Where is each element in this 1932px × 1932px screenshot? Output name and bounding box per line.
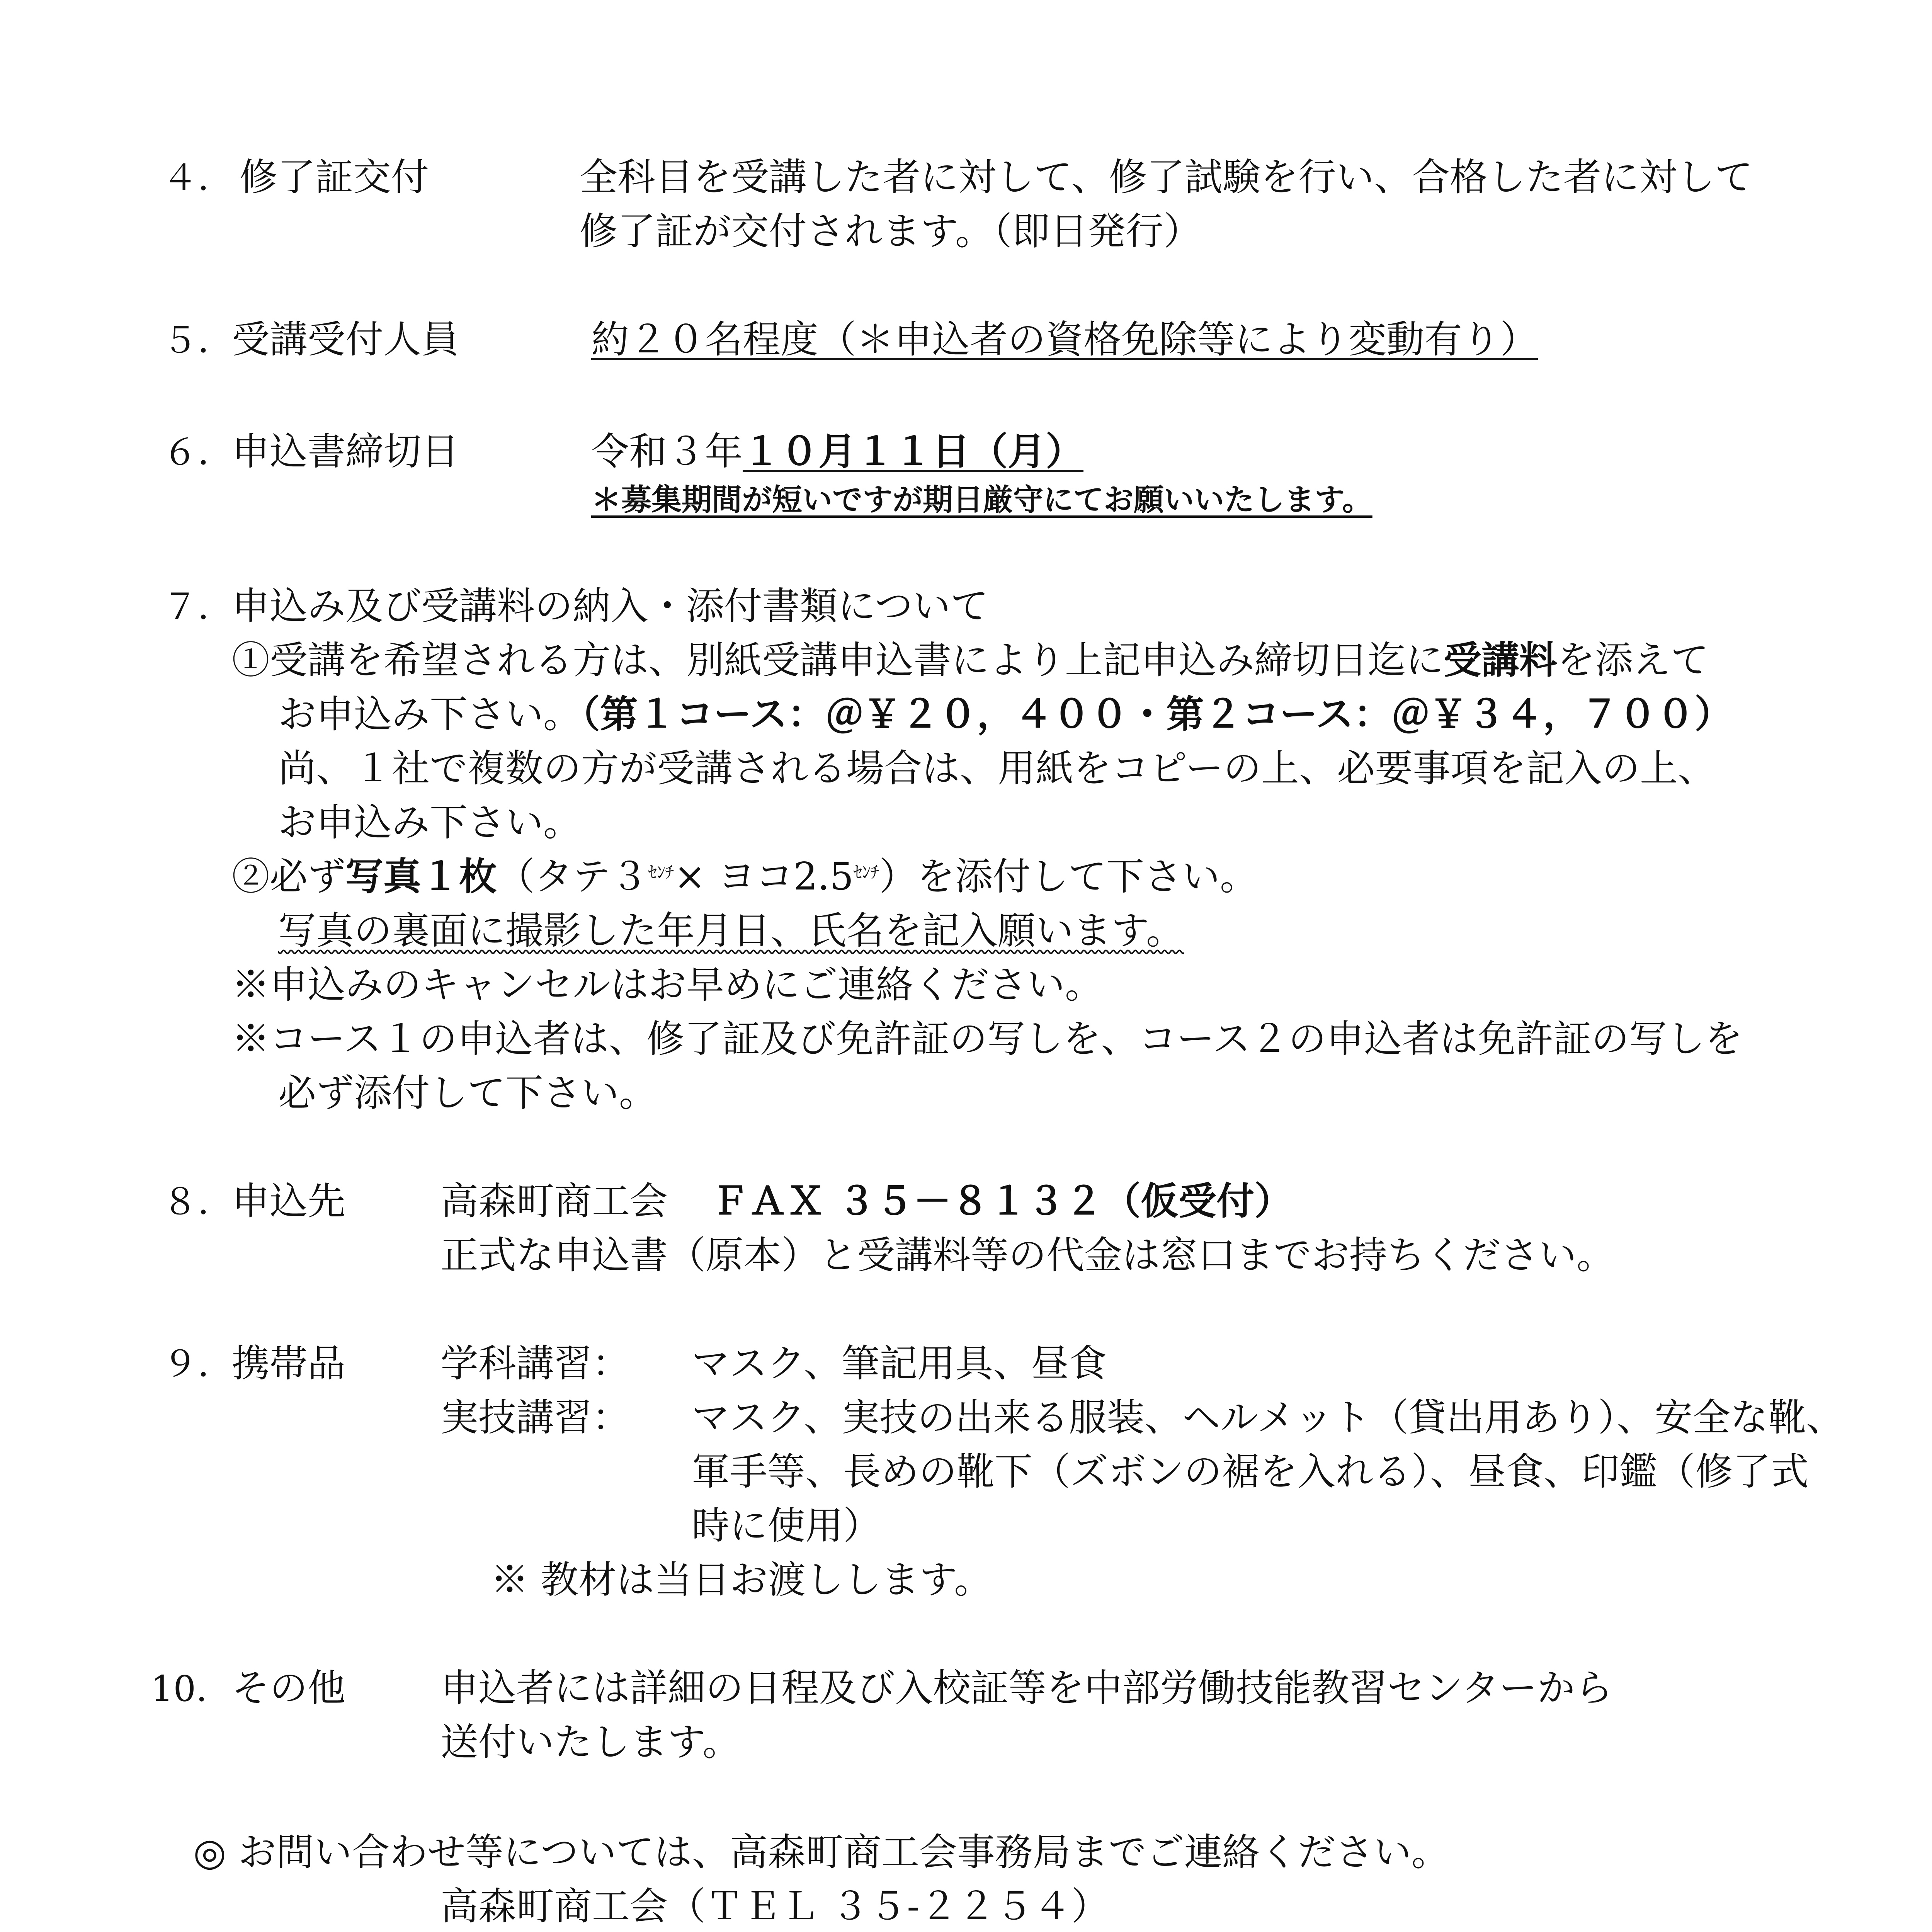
section-7-para1-line4: お申込み下さい。 [278, 801, 582, 845]
section-8-fax: ＦＡＸ ３５－８１３２（仮受付） [711, 1179, 1293, 1223]
section-9-heading: 携帯品 [232, 1342, 346, 1386]
section-8-heading: 申込先 [232, 1179, 346, 1223]
deadline-prefix: 令和３年 [591, 430, 743, 474]
section-4-heading: 修了証交付 [240, 155, 429, 199]
section-8-number: ８． [162, 1181, 234, 1223]
practical-label: 実技講習： [440, 1396, 630, 1440]
section-7-para1-line2 [278, 692, 1733, 736]
para2-photo: 写真１枚 [345, 854, 497, 899]
section-7-note1: ※申込みのキャンセルはお早めにご連絡ください。 [232, 963, 1103, 1007]
section-7-note2-line2: 必ず添付して下さい。 [278, 1071, 657, 1115]
section-6-number: ６． [162, 432, 234, 473]
practical-items-line2: 軍手等、長めの靴下（ズボンの裾を入れる）、昼食、印鑑（修了式 [692, 1450, 1809, 1494]
section-7-para2-line2: 写真の裏面に撮影した年月日、氏名を記入願います。 [278, 909, 1184, 953]
section-10-number: 10. [151, 1668, 207, 1709]
section-9-number: ９． [162, 1344, 234, 1385]
practical-items-line3: 時に使用） [692, 1504, 881, 1548]
para2-text-a: ②必ず [232, 855, 346, 899]
section-6-heading: 申込書締切日 [232, 430, 459, 474]
section-8-line2: 正式な申込書（原本）と受講料等の代金は窓口までお持ちください。 [440, 1233, 1615, 1277]
section-6-note: ＊募集期間が短いですが期日厳守にてお願いいたします。 [591, 482, 1372, 517]
para2-text-c: （タテ３ [497, 855, 649, 899]
classroom-items: マスク、筆記用具、昼食 [692, 1342, 1107, 1386]
deadline-date: １０月１１日（月） [743, 429, 1084, 474]
section-7-para1-line3: 尚、１社で複数の方が受講される場合は、用紙をコピーの上、必要事項を記入の上、 [278, 747, 1716, 791]
section-7-para2-line1 [232, 854, 1258, 899]
para1-text-c: を添えて [1557, 638, 1709, 682]
section-10-line2: 送付いたします。 [440, 1720, 741, 1764]
section-8-org: 高森町商工会 [440, 1179, 668, 1223]
section-7-para1-line1 [232, 638, 1709, 682]
practical-items-line1: マスク、実技の出来る服装、ヘルメット（貸出用あり）、安全な靴、 [692, 1396, 1844, 1440]
para1-course-fees: （第１コース：＠￥２０，４００・第２コース：＠￥３４，７００） [581, 692, 1733, 736]
section-7-heading: 申込み及び受講料の納入・添付書類について [232, 584, 989, 628]
para2-unit-1: ｾﾝﾁ [648, 862, 674, 882]
section-4-number: ４． [162, 157, 234, 199]
contact-line1: ◎ お問い合わせ等については、高森町商工会事務局までご連絡ください。 [193, 1830, 1449, 1874]
section-10-heading: その他 [232, 1666, 346, 1710]
section-5-number: ５． [162, 320, 234, 361]
section-5-capacity: 約２０名程度（＊申込者の資格免除等により変動有り） [591, 318, 1538, 362]
contact-line2: 高森町商工会（ＴＥＬ ３５‐２２５４） [440, 1884, 1109, 1929]
para2-text-d: × ヨコ2.5 [674, 855, 854, 899]
para1-text-a: ①受講を希望される方は、別紙受講申込書により上記申込み締切日迄に [232, 638, 1444, 682]
section-5-heading: 受講受付人員 [232, 318, 459, 362]
para1-text-d: お申込み下さい。 [278, 692, 582, 736]
para2-unit-2: ｾﾝﾁ [854, 862, 879, 882]
section-7-number: ７． [162, 586, 234, 628]
section-4-line1: 全科目を受講した者に対して、修了試験を行い、合格した者に対して [580, 155, 1753, 199]
section-10-line1: 申込者には詳細の日程及び入校証等を中部労働技能教習センターから [440, 1666, 1613, 1710]
section-6-deadline-line [591, 429, 1084, 474]
para2-text-e: ）を添付して下さい。 [879, 855, 1258, 899]
section-9-note: ※ 教材は当日お渡しします。 [491, 1558, 992, 1602]
para1-fee-word: 受講料 [1444, 638, 1558, 682]
section-4-line2: 修了証が交付されます。（即日発行） [580, 209, 1202, 253]
classroom-label: 学科講習： [440, 1342, 630, 1386]
section-7-note2-line1: ※コース１の申込者は、修了証及び免許証の写しを、コース２の申込者は免許証の写しを [232, 1017, 1743, 1061]
